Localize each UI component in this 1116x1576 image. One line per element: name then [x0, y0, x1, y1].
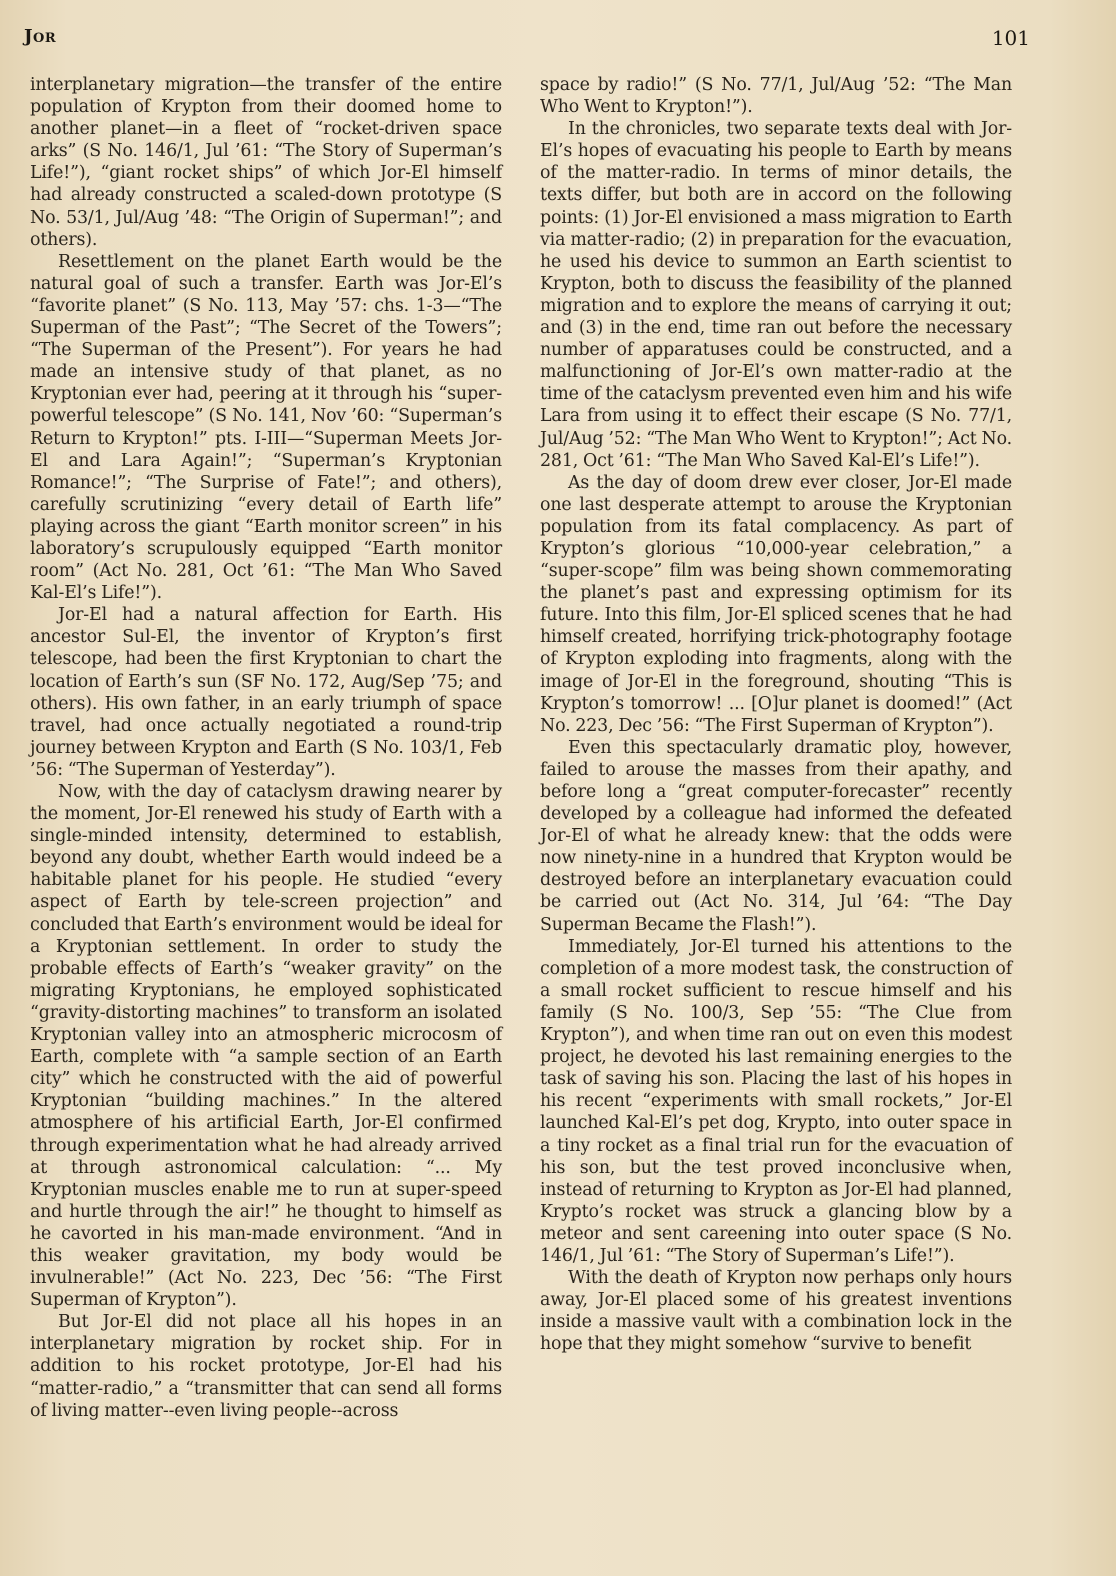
paragraph: interplanetary migration—the transfer of the entire population of Krypton from their doomed home to another planet—in a fleet of “rocket-driven space arks” (S No. 146/1, Jul ’61: “The Story of Superman’s Life!”), “giant rocket ships” of which Jor-El himself had already constructed a scaled-down prototype (S No. 53/1, Jul/Aug ’48: “The Origin of Superman!”; and others). — [30, 75, 502, 250]
paragraph: But Jor-El did not place all his hopes in an interplanetary migration by rocket ship. For in addition to his rocket prototype, Jor-El had his “matter-radio,” a “transmitter that can send all forms of living matter--even living people--across — [30, 1312, 502, 1421]
paragraph: In the chronicles, two separate texts deal with Jor-El’s hopes of evacuating his people to Earth by means of the matter-radio. In terms of minor details, the texts differ, but both are in accord on the following points: (1) Jor-El envisioned a mass migration to Earth via matter-radio; (2) in preparation for the evacuation, he used his device to summon an Earth scientist to Krypton, both to discuss the feasibility of the planned migration and to explore the means of carrying it out; and (3) in the end, time ran out before the necessary number of apparatuses could be constructed, and a malfunctioning of Jor-El’s own matter-radio at the time of the cataclysm prevented even him and his wife Lara from using it to effect their escape (S No. 77/1, Jul/Aug ’52: “The Man Who Went to Krypton!”; Act No. 281, Oct ’61: “The Man Who Saved Kal-El’s Life!”). — [540, 119, 1012, 471]
right-column — [540, 74, 1012, 1355]
page-number: 101 — [991, 26, 1030, 50]
paragraph: Now, with the day of cataclysm drawing nearer by the moment, Jor-El renewed his study of Earth with a single-minded intensity, determined to establish, beyond any doubt, whether Earth would indeed be a habitable planet for his people. He studied “every aspect of Earth by tele-screen projection” and concluded that Earth’s environment would be ideal for a Kryptonian settlement. In order to study the probable effects of Earth’s “weaker gravity” on the migrating Kryptonians, he employed sophisticated “gravity-distorting machines” to transform an isolated Kryptonian valley into an atmospheric microcosm of Earth, complete with “a sample section of an Earth city” which he constructed with the aid of powerful Kryptonian “building machines.” In the altered atmosphere of his artificial Earth, Jor-El confirmed through experimentation what he had already arrived at through astronomical calculation: “... My Kryptonian muscles enable me to run at super-speed and hurtle through the air!” he thought to himself as he cavorted in his man-made environment. “And in this weaker gravitation, my body would be invulnerable!” (Act No. 223, Dec ’56: “The First Superman of Krypton”). — [30, 782, 502, 1311]
paragraph: Even this spectacularly dramatic ploy, however, failed to arouse the masses from their apathy, and before long a “great computer-forecaster” recently developed by a colleague had informed the defeated Jor-El of what he already knew: that the odds were now ninety-nine in a hundred that Krypton would be destroyed before an interplanetary evacuation could be carried out (Act No. 314, Jul ’64: “The Day Superman Became the Flash!”). — [540, 737, 1012, 935]
paragraph: Immediately, Jor-El turned his attentions to the completion of a more modest task, the construction of a small rocket sufficient to rescue himself and his family (S No. 100/3, Sep ’55: “The Clue from Krypton”), and when time ran out on even this modest project, he devoted his last remaining energies to the task of saving his son. Placing the last of his hopes in his recent “experiments with small rockets,” Jor-El launched Kal-El’s pet dog, Krypto, into outer space in a tiny rocket as a final trial run for the evacuation of his son, but the test proved inconclusive when, instead of returning to Krypton as Jor-El had planned, Krypto’s rocket was struck a glancing blow by a meteor and sent careening into outer space (S No. 146/1, Jul ’61: “The Story of Superman’s Life!”). — [540, 936, 1012, 1266]
left-column — [30, 74, 502, 1422]
paragraph: As the day of doom drew ever closer, Jor-El made one last desperate attempt to arouse the Kryptonian population from its fatal complacency. As part of Krypton’s glorious “10,000-year celebration,” a “super-scope” film was being shown commemorating the planet’s past and expressing optimism for its future. Into this film, Jor-El spliced scenes that he had himself created, horrifying trick-photography footage of Krypton exploding into fragments, along with the image of Jor-El in the foreground, shouting “This is Krypton’s tomorrow! ... [O]ur planet is doomed!” (Act No. 223, Dec ’56: “The First Superman of Krypton”). — [540, 472, 1012, 736]
running-head: Jor — [24, 26, 57, 47]
paragraph: space by radio!” (S No. 77/1, Jul/Aug ’52: “The Man Who Went to Krypton!”). — [540, 75, 1012, 118]
paragraph: Resettlement on the planet Earth would be the natural goal of such a transfer. Earth was Jor-El’s “favorite planet” (S No. 113, May ’57: chs. 1-3—“The Superman of the Past”; “The Secret of the Towers”; “The Superman of the Present”). For years he had made an intensive study of that planet, as no Kryptonian ever had, peering at it through his “super-powerful telescope” (S No. 141, Nov ’60: “Superman’s Return to Krypton!” pts. I-III—“Superman Meets Jor-El and Lara Again!”; “Superman’s Kryptonian Romance!”; “The Surprise of Fate!”; and others), carefully scrutinizing “every detail of Earth life” playing across the giant “Earth monitor screen” in his laboratory’s scrupulously equipped “Earth monitor room” (Act No. 281, Oct ’61: “The Man Who Saved Kal-El’s Life!”). — [30, 251, 502, 604]
paragraph: With the death of Krypton now perhaps only hours away, Jor-El placed some of his greatest inventions inside a massive vault with a combination lock in the hope that they might somehow “survive to benefit — [540, 1268, 1012, 1355]
paragraph: Jor-El had a natural affection for Earth. His ancestor Sul-El, the inventor of Krypton’s first telescope, had been the first Kryptonian to chart the location of Earth’s sun (SF No. 172, Aug/Sep ’75; and others). His own father, in an early triumph of space travel, had once actually negotiated a round-trip journey between Krypton and Earth (S No. 103/1, Feb ’56: “The Superman of Yesterday”). — [30, 605, 502, 780]
